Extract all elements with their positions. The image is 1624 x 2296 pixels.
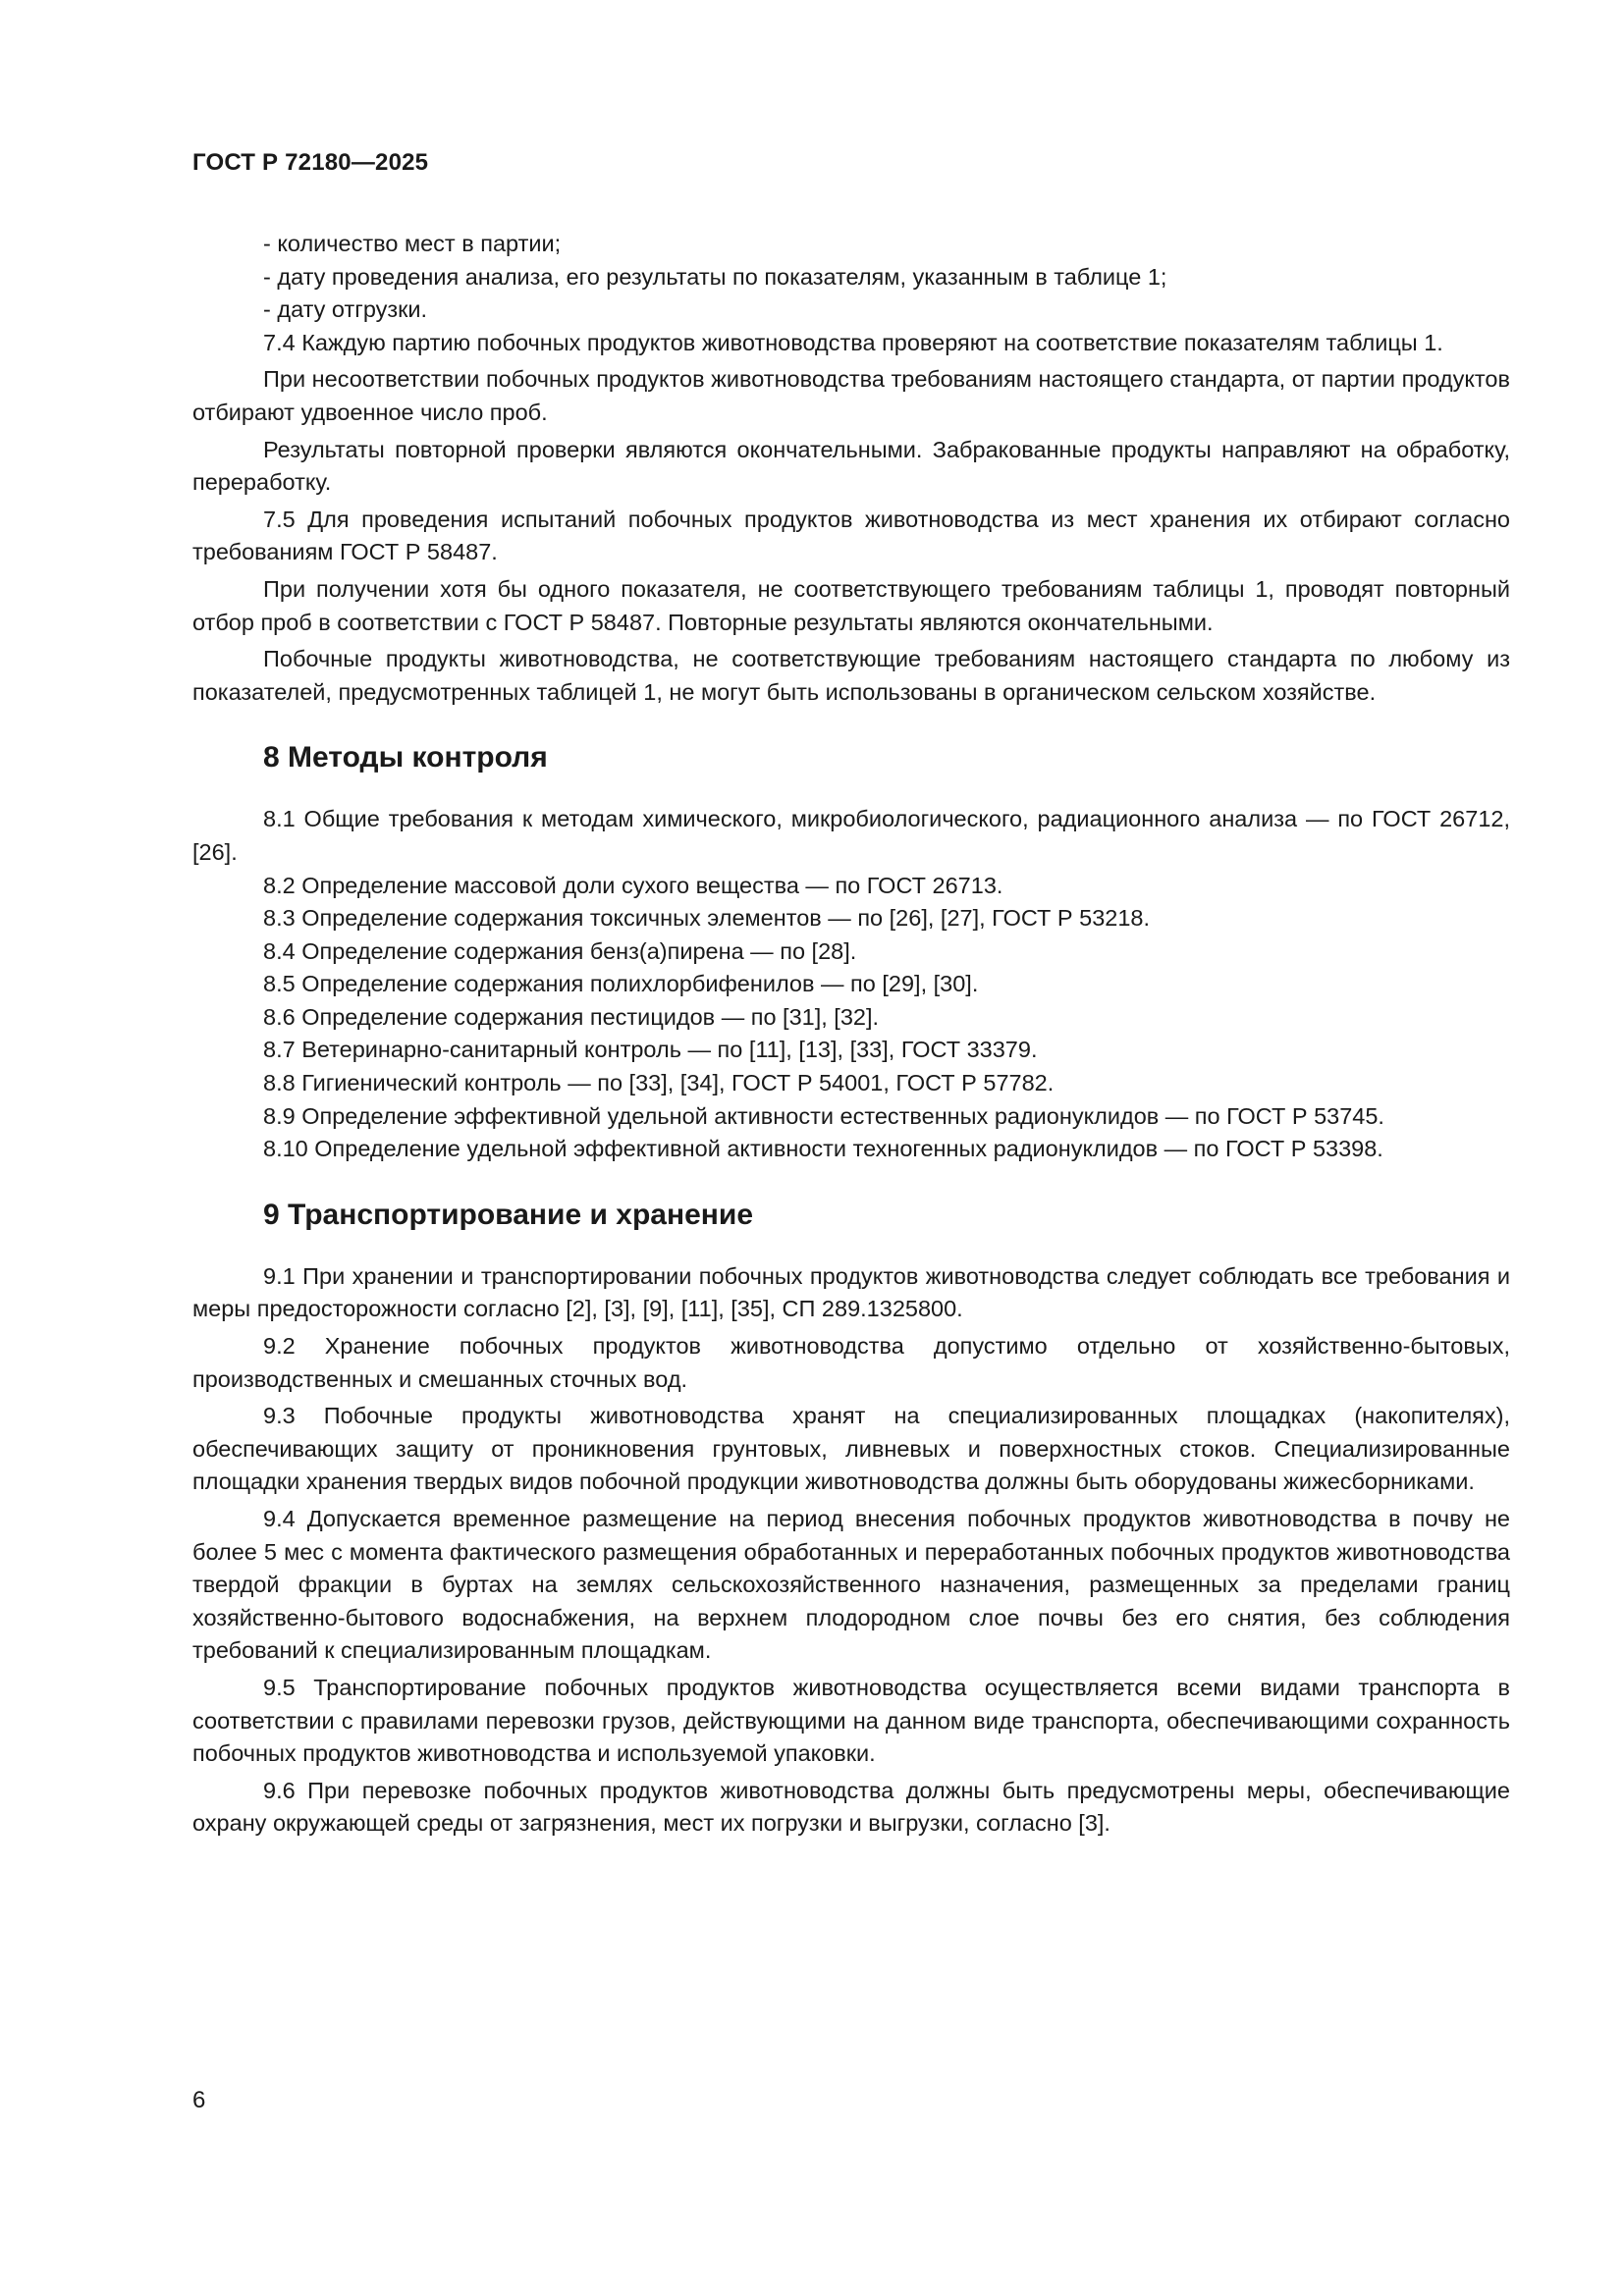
paragraph-9-2: 9.2 Хранение побочных продуктов животноводства допустимо отдельно от хозяйственно-бытовых, производственных и смешанных сточных вод. [192,1333,1510,1392]
paragraph-7-4a: При несоответствии побочных продуктов животноводства требованиям настоящего стандарта, от партии продуктов отбирают удвоенное число проб. [192,366,1510,425]
paragraph-8-3: 8.3 Определение содержания токсичных элементов — по [26], [27], ГОСТ Р 53218. [263,905,1151,932]
paragraph-8-9: 8.9 Определение эффективной удельной активности естественных радионуклидов — по ГОСТ Р 53745. [263,1102,1384,1129]
paragraph-8-10: 8.10 Определение удельной эффективной активности техногенных радионуклидов — по ГОСТ Р 53398. [263,1136,1383,1162]
paragraph-9-4: 9.4 Допускается временное размещение на период внесения побочных продуктов животноводства в почву не более 5 мес с момента фактического размещения обработанных и переработанных побочных продуктов животноводства твердой фракции в буртах на землях сельскохозяйственного назначения, размещенных за пределами границ хозяйственно-бытового водоснабжения, на верхнем плодородном слое почвы без его снятия, без соблюдения требований к специализированным площадкам. [192,1506,1510,1664]
page-number: 6 [192,2087,206,2113]
list-item: - дату проведения анализа, его результаты по показателям, указанным в таблице 1; [263,263,1167,290]
paragraph-8-8: 8.8 Гигиенический контроль — по [33], [34], ГОСТ Р 54001, ГОСТ Р 57782. [263,1070,1055,1096]
paragraph-9-1: 9.1 При хранении и транспортировании побочных продуктов животноводства следует соблюдать все требования и меры предосторожности согласно [2], [3], [9], [11], [35], СП 289.1325800. [192,1262,1510,1322]
paragraph-8-6: 8.6 Определение содержания пестицидов — по [31], [32]. [263,1003,880,1030]
document-header: ГОСТ Р 72180—2025 [192,149,429,176]
section-heading-8: 8 Методы контроля [263,741,548,774]
paragraph-8-4: 8.4 Определение содержания бенз(а)пирена — по [28]. [263,937,857,964]
paragraph-9-5: 9.5 Транспортирование побочных продуктов животноводства осуществляется всеми видами транспорта в соответствии с правилами перевозки грузов, действующими на данном виде транспорта, обеспечивающими сохранность побочных продуктов животноводства и используемой упаковки. [192,1674,1510,1767]
paragraph-7-4b: Результаты повторной проверки являются окончательными. Забракованные продукты направляют на обработку, переработку. [192,436,1510,496]
list-item: - количество мест в партии; [263,231,562,256]
paragraph-7-5a: При получении хотя бы одного показателя, не соответствующего требованиям таблицы 1, проводят повторный отбор проб в соответствии с ГОСТ Р 58487. Повторные результаты являются окончательными. [192,575,1510,635]
paragraph-9-3: 9.3 Побочные продукты животноводства хранят на специализированных площадках (накопителях), обеспечивающих защиту от проникновения грунтовых, ливневых и поверхностных стоков. Специализированные площадки хранения твердых видов побочной продукции животноводства должны быть оборудованы жижесборниками. [192,1403,1510,1495]
paragraph-7-5: 7.5 Для проведения испытаний побочных продуктов животноводства из мест хранения их отбирают согласно требованиям ГОСТ Р 58487. [192,506,1510,565]
paragraph-7-4: 7.4 Каждую партию побочных продуктов животноводства проверяют на соответствие показателям таблицы 1. [263,329,1443,355]
paragraph-8-2: 8.2 Определение массовой доли сухого вещества — по ГОСТ 26713. [263,872,1003,898]
list-item: - дату отгрузки. [263,296,428,323]
paragraph-7-5b: Побочные продукты животноводства, не соответствующие требованиям настоящего стандарта по любому из показателей, предусмотренных таблицей 1, не могут быть использованы в органическом сельском хозяйстве. [192,646,1510,705]
paragraph-8-5: 8.5 Определение содержания полихлорбифенилов — по [29], [30]. [263,971,979,997]
paragraph-8-1: 8.1 Общие требования к методам химического, микробиологического, радиационного анализа — по ГОСТ 26712, [26]. [192,806,1510,865]
document-body [192,228,1510,1841]
paragraph-8-7: 8.7 Ветеринарно-санитарный контроль — по [11], [13], [33], ГОСТ 33379. [263,1037,1038,1063]
paragraph-9-6: 9.6 При перевозке побочных продуктов животноводства должны быть предусмотрены меры, обеспечивающие охрану окружающей среды от загрязнения, мест их погрузки и выгрузки, согласно [3]. [192,1777,1510,1837]
section-heading-9: 9 Транспортирование и хранение [263,1198,754,1231]
